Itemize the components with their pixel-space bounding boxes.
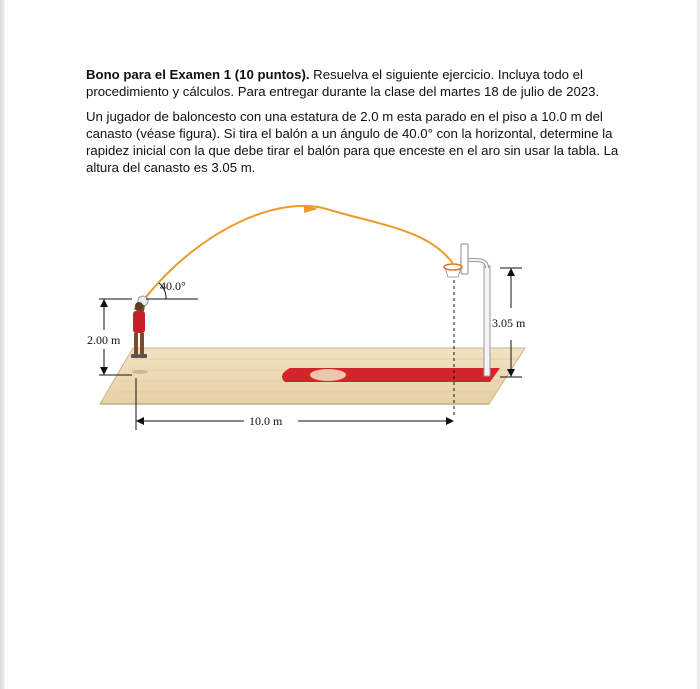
intro-text: Resuelva el siguiente ejercicio. Incluya todo el procedimiento y cálculos. Para entregar durante la clase del martes 18 de julio de 2023.	[86, 67, 600, 99]
ball-trajectory	[146, 205, 454, 297]
angle-label: 40.0°	[160, 279, 186, 293]
court-paint	[282, 368, 500, 382]
distance-label: 10.0 m	[249, 414, 283, 428]
hoop-height-label: 3.05 m	[492, 316, 526, 330]
problem-paragraph: Un jugador de baloncesto con una estatura de 2.0 m esta parado en el piso a 10.0 m del canasto (véase figura). Si tira el balón a un ángulo de 40.0° con la horizontal, determine la rapidez inicial con la que debe tirar el balón para que enceste en el aro sin usar la tabla. La altura del canasto es 3.05 m.	[86, 109, 619, 175]
player-height-label: 2.00 m	[87, 333, 121, 347]
intro-title: Bono para el Examen 1 (10 puntos).	[86, 67, 310, 82]
